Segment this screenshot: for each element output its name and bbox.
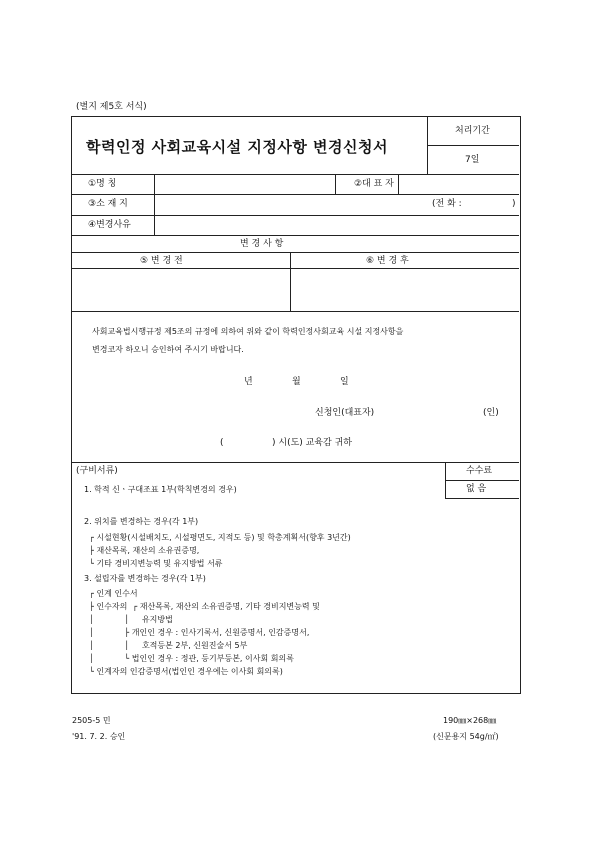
date-year: 년	[244, 377, 253, 387]
divider	[427, 145, 519, 146]
representative-label: ②대 표 자	[354, 179, 394, 189]
document-line: └ 인계자의 인감증명서(법인인 경우에는 이사회 회의록)	[84, 667, 283, 676]
after-header: ⑥ 변 경 후	[366, 256, 409, 266]
statement-line-1: 사회교육법시행규정 제5조의 규정에 의하여 위와 같이 학력인정사회교육 시설 지정사항을	[92, 327, 404, 336]
form-number: (별지 제5호 서식)	[76, 102, 147, 112]
name-field[interactable]	[156, 176, 333, 192]
document-line: │ │ 유지방법	[84, 615, 173, 624]
divider	[154, 174, 155, 235]
divider	[72, 235, 519, 236]
document-line: 2. 위치를 변경하는 경우(각 1부)	[84, 517, 199, 526]
phone-close: )	[512, 199, 516, 209]
document-line: │ └ 법인인 경우 : 정관, 등기부등본, 이사회 회의록	[84, 654, 294, 663]
applicant-label: 신청인(대표자)	[315, 408, 375, 418]
divider	[72, 268, 519, 269]
processing-period-value: 7일	[465, 155, 480, 165]
divider	[290, 252, 291, 311]
addressee-open: (	[220, 438, 224, 448]
fee-value: 없 음	[466, 484, 487, 494]
document-line: └ 기타 경비지변능력 및 유지방법 서류	[84, 559, 223, 568]
divider	[72, 311, 519, 312]
divider	[445, 498, 519, 499]
divider	[335, 174, 336, 194]
date-day: 일	[340, 377, 349, 387]
phone-label: (전 화 :	[432, 199, 462, 209]
divider	[72, 462, 519, 463]
divider	[72, 215, 519, 216]
paper-type: (신문용지 54g/㎡)	[433, 732, 499, 741]
document-line: ┌ 인계 인수서	[84, 589, 138, 598]
reason-label: ④변경사유	[88, 220, 131, 230]
divider	[72, 194, 519, 195]
after-field[interactable]	[292, 270, 517, 309]
documents-header: (구비서류)	[76, 466, 118, 476]
form-title: 학력인정 사회교육시설 지정사항 변경신청서	[86, 138, 388, 156]
divider	[72, 174, 519, 175]
name-label: ①명 칭	[88, 179, 117, 189]
date-month: 월	[292, 377, 301, 387]
seal-mark: (인)	[483, 408, 499, 418]
before-header: ⑤ 변 경 전	[140, 256, 183, 266]
divider	[398, 174, 399, 194]
divider	[445, 480, 519, 481]
reason-field[interactable]	[156, 217, 517, 233]
document-line: │ ├ 개인인 경우 : 인사기록서, 신원증명서, 인감증명서,	[84, 628, 310, 637]
document-line: ├ 인수자의 ┌ 재산목록, 재산의 소유권증명, 기타 경비지변능력 및	[84, 602, 320, 611]
document-line: ├ 재산목록, 재산의 소유권증명,	[84, 546, 200, 555]
fee-label: 수수료	[466, 466, 493, 476]
document-line: │ │ 호적등본 2부, 신원진술서 5부	[84, 641, 248, 650]
address-label: ③소 재 지	[88, 199, 128, 209]
representative-field[interactable]	[400, 176, 517, 192]
document-line: 3. 설립자를 변경하는 경우(각 1부)	[84, 574, 206, 583]
approval-date: '91. 7. 2. 승인	[72, 732, 126, 741]
addressee-text: ) 시(도) 교육감 귀하	[272, 438, 352, 448]
paper-size: 190㎜×268㎜	[443, 716, 497, 725]
statement-line-2: 변경코자 하오니 승인하여 주시기 바랍니다.	[92, 345, 244, 354]
divider	[72, 252, 519, 253]
document-line: 1. 학적 신ㆍ구대조표 1부(학칙변경의 경우)	[84, 485, 237, 494]
region-field[interactable]	[230, 435, 268, 449]
before-field[interactable]	[74, 270, 288, 309]
form-code: 2505-5 민	[72, 716, 111, 725]
document-line: ┌ 시설현황(시설배치도, 시설평면도, 지적도 등) 및 학총계획서(향후 3년간)	[84, 533, 351, 542]
processing-period-label: 처리기간	[455, 126, 490, 136]
address-field[interactable]	[156, 196, 426, 213]
changes-header: 변 경 사 항	[240, 239, 284, 249]
